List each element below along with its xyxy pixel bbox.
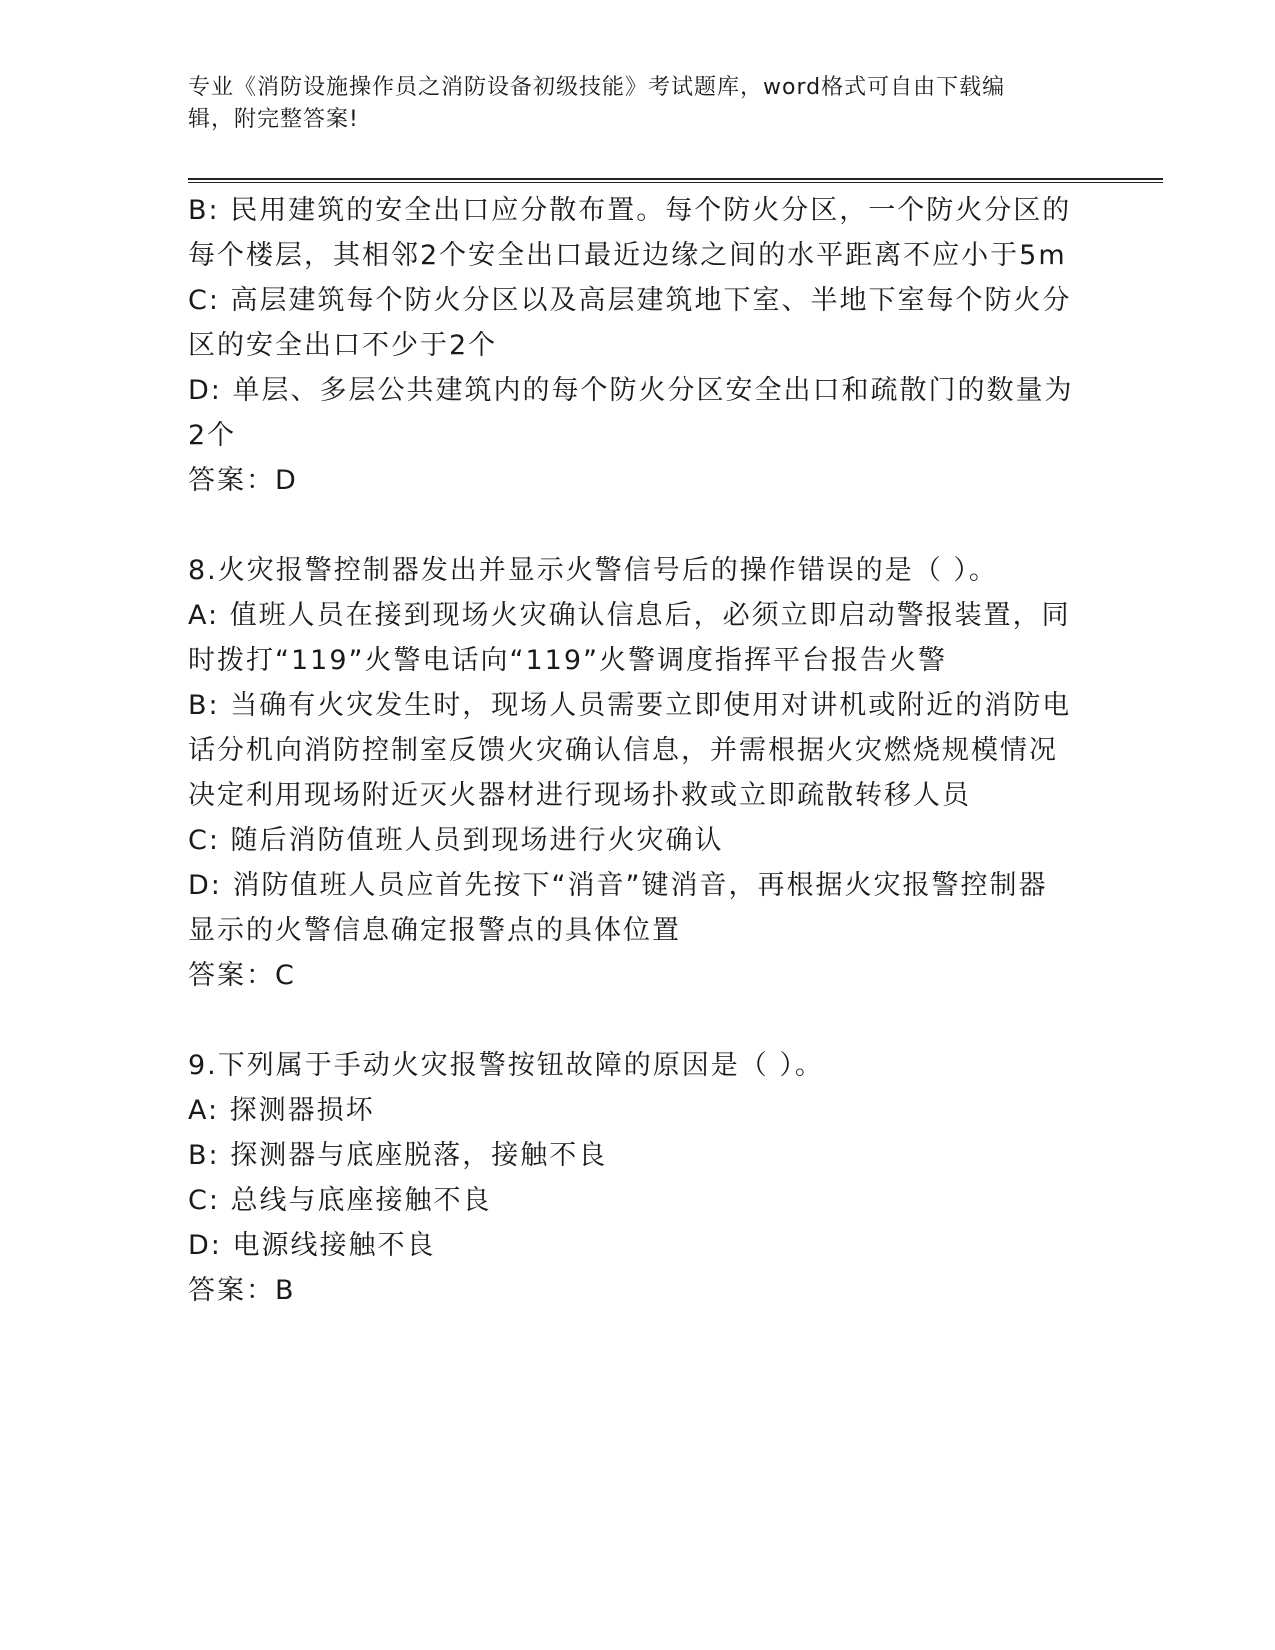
question-8 [188,548,1078,998]
option-line: 时拨打“119”火警电话向“119”火警调度指挥平台报告火警 [188,645,948,676]
option-line: B: 民用建筑的安全出口应分散布置。每个防火分区，一个防火分区的 [188,195,1072,226]
option-line: 决定利用现场附近灭火器材进行现场扑救或立即疏散转移人员 [188,780,971,811]
question-stem: 9.下列属于手动火灾报警按钮故障的原因是（ ）。 [188,1050,824,1081]
option-line: 区的安全出口不少于2个 [188,330,498,361]
option-line: D: 单层、多层公共建筑内的每个防火分区安全出口和疏散门的数量为 [188,375,1074,406]
option-line: C: 高层建筑每个防火分区以及高层建筑地下室、半地下室每个防火分 [188,285,1072,316]
option-line: C: 总线与底座接触不良 [188,1185,492,1216]
header-line-2: 辑，附完整答案! [188,107,359,132]
question-9 [188,1043,1078,1313]
option-line: 每个楼层，其相邻2个安全出口最近边缘之间的水平距离不应小于5m [188,240,1067,271]
option-line: 话分机向消防控制室反馈火灾确认信息，并需根据火灾燃烧规模情况 [188,735,1058,766]
question-7-continued [188,188,1078,503]
option-line: D: 消防值班人员应首先按下“消音”键消音，再根据火灾报警控制器 [188,870,1048,901]
option-line: 显示的火警信息确定报警点的具体位置 [188,915,681,946]
question-content [188,188,1078,1313]
option-line: A: 探测器损坏 [188,1095,375,1126]
option-line: A: 值班人员在接到现场火灾确认信息后，必须立即启动警报装置，同 [188,600,1071,631]
option-line: 2个 [188,420,237,451]
spacer [188,503,1078,548]
spacer [188,998,1078,1043]
option-line: D: 电源线接触不良 [188,1230,436,1261]
header-line-1: 专业《消防设施操作员之消防设备初级技能》考试题库，word格式可自由下载编 [188,75,1006,100]
answer-line: 答案：D [188,465,298,496]
answer-line: 答案：B [188,1275,296,1306]
option-line: C: 随后消防值班人员到现场进行火灾确认 [188,825,724,856]
header-divider [188,178,1163,183]
question-stem: 8.火灾报警控制器发出并显示火警信号后的操作错误的是（ ）。 [188,555,998,586]
option-line: B: 当确有火灾发生时，现场人员需要立即使用对讲机或附近的消防电 [188,690,1072,721]
option-line: B: 探测器与底座脱落，接触不良 [188,1140,608,1171]
document-header [188,72,1068,136]
answer-line: 答案：C [188,960,296,991]
